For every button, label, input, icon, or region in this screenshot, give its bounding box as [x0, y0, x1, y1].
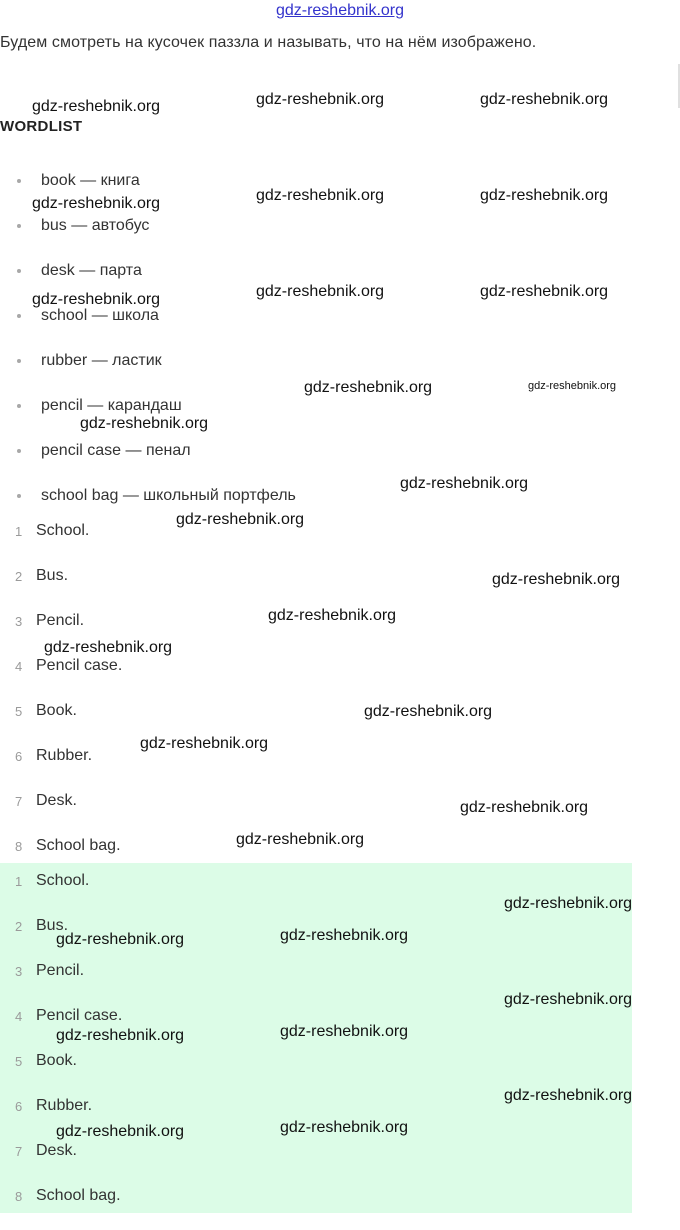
wordlist-title: WORDLIST — [0, 118, 83, 135]
item-text: School bag. — [36, 1187, 121, 1204]
item-number: 3 — [15, 964, 23, 979]
list-item — [0, 790, 122, 835]
item-text: School. — [36, 522, 90, 539]
bullet-icon — [17, 269, 21, 273]
wordlist-item — [0, 440, 296, 485]
wordlist-item-text: desk — парта — [41, 262, 142, 279]
bullet-icon — [17, 494, 21, 498]
watermark: gdz-reshebnik.org — [140, 735, 269, 752]
watermark: gdz-reshebnik.org — [256, 91, 385, 108]
wordlist-item-text: school — школа — [41, 307, 159, 324]
watermark: gdz-reshebnik.org — [460, 799, 589, 816]
item-number: 4 — [15, 1009, 23, 1024]
list-item — [0, 745, 122, 790]
watermark: gdz-reshebnik.org — [56, 931, 185, 948]
list-item — [0, 565, 122, 610]
list-item — [0, 870, 122, 915]
intro-text: Будем смотреть на кусочек паззла и называть, что на нём изображено. — [0, 34, 537, 51]
list-item — [0, 700, 122, 745]
wordlist-item-text: bus — автобус — [41, 217, 150, 234]
bullet-icon — [17, 359, 21, 363]
watermark: gdz-reshebnik.org — [280, 1119, 409, 1136]
watermark: gdz-reshebnik.org — [56, 1027, 185, 1044]
item-text: Pencil. — [36, 612, 85, 629]
wordlist-item-text: rubber — ластик — [41, 352, 162, 369]
watermark: gdz-reshebnik.org — [236, 831, 365, 848]
watermark: gdz-reshebnik.org — [364, 703, 493, 720]
item-number: 4 — [15, 659, 23, 674]
watermark: gdz-reshebnik.org — [44, 639, 173, 656]
item-number: 8 — [15, 1189, 23, 1204]
item-text: Pencil. — [36, 962, 85, 979]
wordlist-item — [0, 305, 296, 350]
list-item — [0, 1140, 122, 1185]
wordlist-item-text: book — книга — [41, 172, 140, 189]
watermark: gdz-reshebnik.org — [504, 1087, 633, 1104]
item-text: School bag. — [36, 837, 121, 854]
item-text: Book. — [36, 1052, 77, 1069]
list-item — [0, 960, 122, 1005]
watermark: gdz-reshebnik.org — [32, 98, 161, 115]
watermark: gdz-reshebnik.org — [504, 895, 633, 912]
watermark: gdz-reshebnik.org — [304, 379, 433, 396]
list-item — [0, 655, 122, 700]
list-item — [0, 520, 122, 565]
item-number: 2 — [15, 569, 23, 584]
watermark: gdz-reshebnik.org — [528, 380, 617, 392]
bullet-icon — [17, 314, 21, 318]
watermark: gdz-reshebnik.org — [480, 283, 609, 300]
item-text: Pencil case. — [36, 1007, 123, 1024]
item-text: Book. — [36, 702, 77, 719]
item-text: Rubber. — [36, 1097, 93, 1114]
watermark: gdz-reshebnik.org — [280, 1023, 409, 1040]
watermark: gdz-reshebnik.org — [56, 1123, 185, 1140]
watermark: gdz-reshebnik.org — [268, 607, 397, 624]
wordlist-item — [0, 215, 296, 260]
watermark: gdz-reshebnik.org — [480, 91, 609, 108]
watermark: gdz-reshebnik.org — [80, 415, 209, 432]
bullet-icon — [17, 224, 21, 228]
item-number: 5 — [15, 704, 23, 719]
wordlist-item-text: school bag — школьный портфель — [41, 487, 296, 504]
item-text: Bus. — [36, 567, 69, 584]
wordlist-item — [0, 350, 296, 395]
site-header-link[interactable]: gdz-reshebnik.org — [275, 2, 405, 19]
item-text: School. — [36, 872, 90, 889]
watermark: gdz-reshebnik.org — [256, 187, 385, 204]
wordlist-item-text: pencil case — пенал — [41, 442, 191, 459]
watermark: gdz-reshebnik.org — [280, 927, 409, 944]
item-number: 1 — [15, 874, 23, 889]
item-number: 2 — [15, 919, 23, 934]
watermark: gdz-reshebnik.org — [256, 283, 385, 300]
item-number: 5 — [15, 1054, 23, 1069]
numbered-list-questions — [0, 520, 122, 880]
watermark: gdz-reshebnik.org — [504, 991, 633, 1008]
watermark: gdz-reshebnik.org — [176, 511, 305, 528]
bullet-icon — [17, 179, 21, 183]
item-text: Pencil case. — [36, 657, 123, 674]
item-number: 6 — [15, 1099, 23, 1114]
watermark: gdz-reshebnik.org — [400, 475, 529, 492]
wordlist — [0, 170, 296, 530]
item-text: Bus. — [36, 917, 69, 934]
item-text: Desk. — [36, 792, 77, 809]
item-number: 7 — [15, 794, 23, 809]
item-text: Desk. — [36, 1142, 77, 1159]
watermark: gdz-reshebnik.org — [492, 571, 621, 588]
wordlist-item-text: pencil — карандаш — [41, 397, 182, 414]
item-number: 7 — [15, 1144, 23, 1159]
watermark: gdz-reshebnik.org — [32, 291, 161, 308]
numbered-list-answers — [0, 870, 122, 1230]
item-number: 8 — [15, 839, 23, 854]
bullet-icon — [17, 449, 21, 453]
bullet-icon — [17, 404, 21, 408]
list-item — [0, 1050, 122, 1095]
watermark: gdz-reshebnik.org — [32, 195, 161, 212]
list-item — [0, 1185, 122, 1230]
watermark: gdz-reshebnik.org — [480, 187, 609, 204]
item-number: 6 — [15, 749, 23, 764]
item-number: 1 — [15, 524, 23, 539]
item-number: 3 — [15, 614, 23, 629]
item-text: Rubber. — [36, 747, 93, 764]
